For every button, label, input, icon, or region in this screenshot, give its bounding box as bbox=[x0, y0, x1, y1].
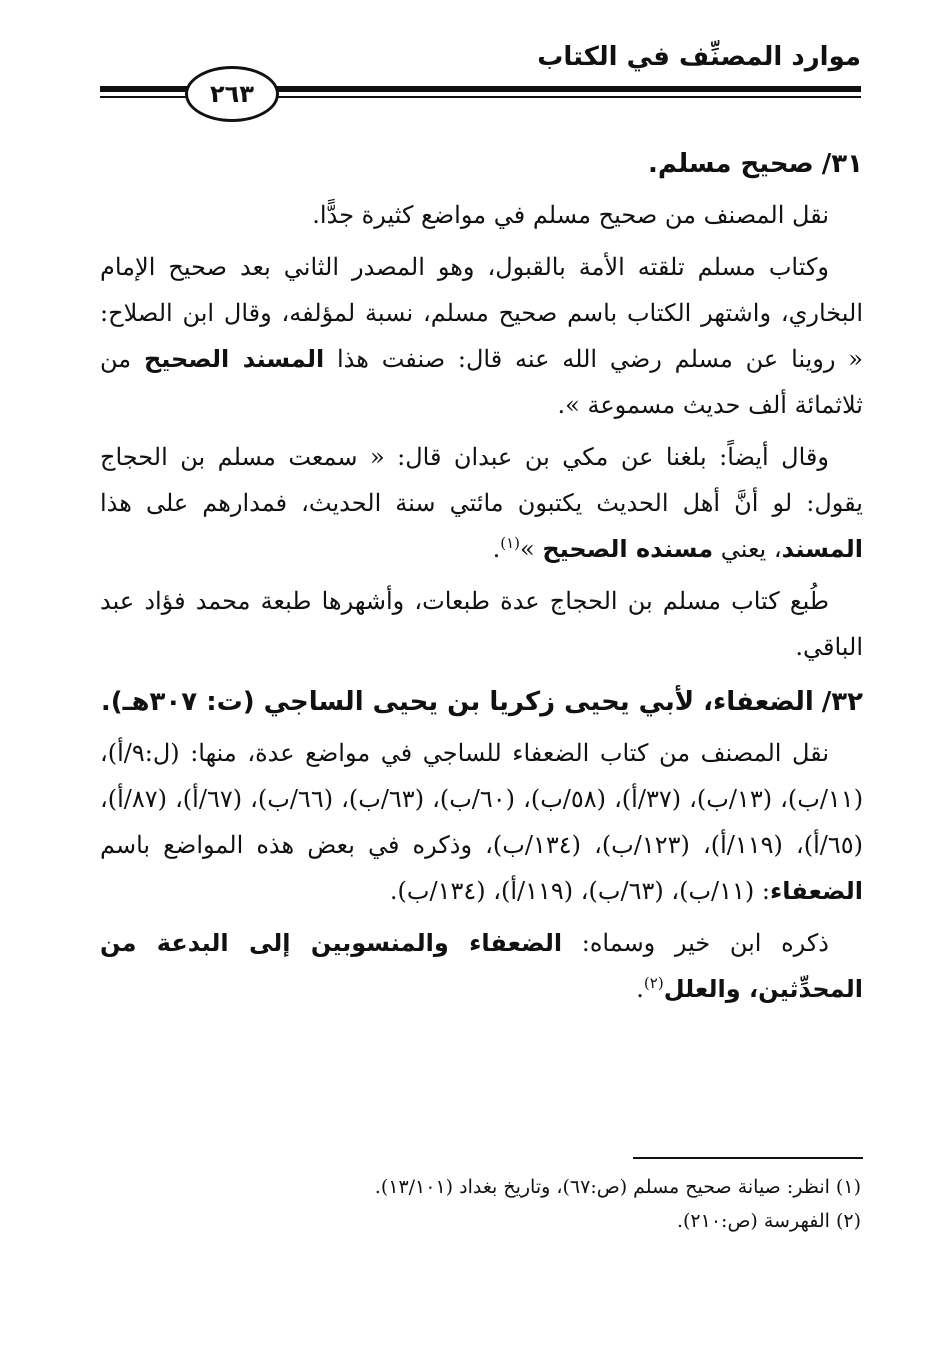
text-run: ذكره ابن خير وسماه: bbox=[562, 929, 829, 957]
section-title: الضعفاء، لأبي يحيى زكريا بن يحيى الساجي (ت: ٣٠٧هـ). bbox=[100, 687, 814, 717]
paragraph bbox=[100, 192, 863, 238]
footnote-rule bbox=[633, 1157, 863, 1159]
section-title: صحيح مسلم. bbox=[648, 149, 814, 179]
footnote-ref: (٢) bbox=[643, 974, 664, 992]
bold-title: المسند الصحيح bbox=[143, 345, 325, 373]
text-run: » bbox=[520, 535, 543, 563]
section-number: ٣١/ bbox=[821, 149, 863, 179]
paragraph bbox=[100, 730, 863, 914]
paragraph bbox=[100, 244, 863, 428]
section-heading bbox=[100, 676, 863, 728]
text-run: : (١١/ب)، (٦٣/ب)، (١١٩/أ)، (١٣٤/ب). bbox=[389, 877, 770, 905]
bold-title: الضعفاء والمنسوبين إلى البدعة من المحدِّثين، والعلل bbox=[100, 929, 863, 1003]
text-run: نقل المصنف من كتاب الضعفاء للساجي في مواضع عدة، منها: (ل:٩/أ)، (١١/ب)، (١٣/ب)، (٣٧/أ)، (٥٨/ب)، (٦٠/ب)، (٦٣/ب)، (٦٦/ب)، (٦٧/أ)، (٨٧/أ)، (٦٥/أ)، (١١٩/أ)، (١٢٣/ب)، (١٣٤/ب)، وذكره في بعض هذه المواضع باسم bbox=[100, 739, 864, 859]
bold-title: الضعفاء bbox=[770, 877, 863, 905]
running-title: موارد المصنِّف في الكتاب bbox=[537, 42, 861, 72]
page-number: ٢٦٣ bbox=[185, 66, 279, 122]
main-content bbox=[100, 138, 863, 1018]
text-run: وقال أيضاً: بلغنا عن مكي بن عبدان قال: « سمعت مسلم بن الحجاج يقول: لو أنَّ أهل الحديث يكتبون مائتي سنة الحديث، فمدارهم على هذا bbox=[100, 443, 863, 517]
bold-title: المسند bbox=[781, 535, 863, 563]
paragraph bbox=[100, 920, 863, 1012]
section-32 bbox=[100, 676, 863, 1012]
footnote: (٢) الفهرسة (ص:٢١٠). bbox=[676, 1210, 861, 1232]
section-heading bbox=[100, 138, 863, 190]
text-run: ، يعني bbox=[713, 535, 782, 563]
text-run: . bbox=[636, 975, 644, 1003]
bold-title: مسنده الصحيح bbox=[542, 535, 714, 563]
footnotes bbox=[100, 1170, 861, 1238]
text-run: وكتاب مسلم تلقته الأمة بالقبول، وهو المصدر الثاني بعد صحيح الإمام البخاري، واشتهر الكتاب باسم صحيح مسلم، نسبة لمؤلفه، وقال ابن الصلاح: « روينا عن مسلم رضي الله عنه قال: صنفت هذا bbox=[100, 253, 863, 373]
section-31 bbox=[100, 138, 863, 670]
text-run: طُبع كتاب مسلم بن الحجاج عدة طبعات، وأشهرها طبعة محمد فؤاد عبد الباقي. bbox=[100, 587, 863, 661]
text-run: من ثلاثمائة ألف حديث مسموعة ». bbox=[100, 345, 863, 419]
footnote: (١) انظر: صيانة صحيح مسلم (ص:٦٧)، وتاريخ بغداد (١٣/١٠١). bbox=[374, 1176, 861, 1198]
text-run: . bbox=[492, 535, 501, 563]
text-run: نقل المصنف من صحيح مسلم في مواضع كثيرة جدًّا. bbox=[312, 201, 829, 229]
footnote-ref: (١) bbox=[500, 534, 520, 552]
section-number: ٣٢/ bbox=[821, 687, 863, 717]
paragraph bbox=[100, 434, 863, 572]
paragraph bbox=[100, 578, 863, 670]
